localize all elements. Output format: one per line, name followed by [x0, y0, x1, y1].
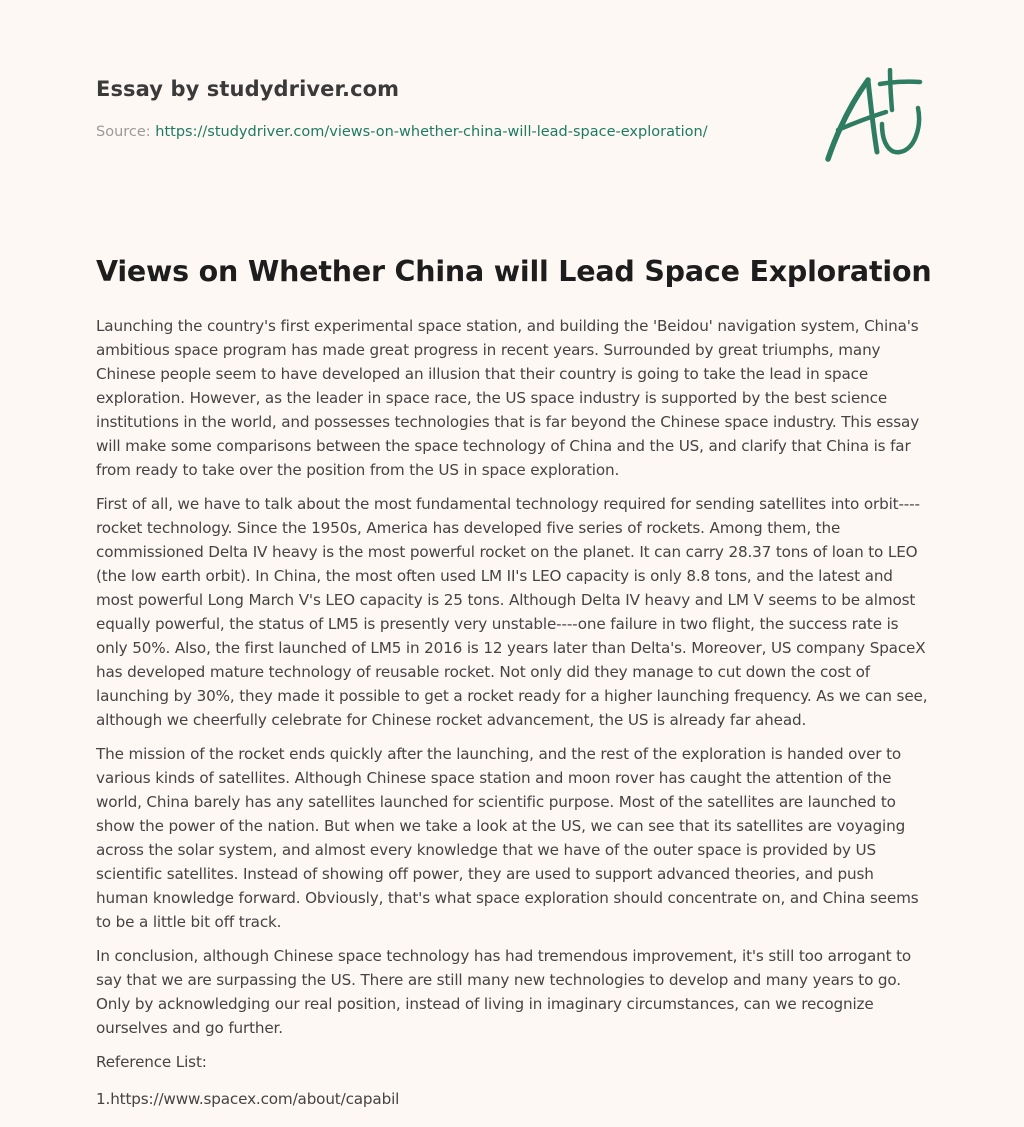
page-header	[96, 0, 928, 230]
site-title: Essay by studydriver.com	[96, 77, 400, 101]
essay-paragraph-2: First of all, we have to talk about the most fundamental technology required for sending satellites into orbit----rocket technology. Since the 1950s, America has developed five series of rockets. Among them, the commissioned Delta IV heavy is the most powerful rocket on the planet. It can carry 28.37 tons of loan to LEO (the low earth orbit). In China, the most often used LM II's LEO capacity is only 8.8 tons, and the latest and most powerful Long March V's LEO capacity is 25 tons. Although Delta IV heavy and LM V seems to be almost equally powerful, the status of LM5 is presently very unstable----one failure in two flight, the success rate is only 50%. Also, the first launched of LM5 in 2016 is 12 years later than Delta's. Moreover, US company SpaceX has developed mature technology of reusable rocket. Not only did they manage to cut down the cost of launching by 30%, they made it possible to get a rocket ready for a higher launching frequency. As we can see, although we cheerfully celebrate for Chinese rocket advancement, the US is already far ahead.	[96, 495, 928, 729]
a-plus-logo-icon	[824, 68, 926, 164]
essay-paragraph-1: Launching the country's first experimental space station, and building the 'Beidou' navigation system, China's ambitious space program has made great progress in recent years. Surrounded by great triumphs, many Chinese people seem to have developed an illusion that their country is going to take the lead in space exploration. However, as the leader in space race, the US space industry is supported by the best science institutions in the world, and possesses technologies that is far beyond the Chinese space industry. This essay will make some comparisons between the space technology of China and the US, and clarify that China is far from ready to take over the position from the US in space exploration.	[96, 317, 920, 479]
essay-paragraph-3: The mission of the rocket ends quickly after the launching, and the rest of the exploration is handed over to various kinds of satellites. Although Chinese space station and moon rover has caught the attention of the world, China barely has any satellites launched for scientific purpose. Most of the satellites are launched to show the power of the nation. But when we take a look at the US, we can see that its satellites are voyaging across the solar system, and almost every knowledge that we have of the outer space is provided by US scientific satellites. Instead of showing off power, they are used to support advanced theories, and push human knowledge forward. Obviously, that's what space exploration should concentrate on, and China seems to be a little bit off track.	[96, 745, 919, 931]
reference-item-1: 1.https://www.spacex.com/about/capabil	[96, 1090, 400, 1108]
essay-page	[96, 0, 932, 1108]
source-label: Source:	[96, 124, 156, 140]
essay-paragraph-4: In conclusion, although Chinese space technology has had tremendous improvement, it's still too arrogant to say that we are surpassing the US. There are still many new technologies to develop and many years to go. Only by acknowledging our real position, instead of living in imaginary circumstances, can we recognize ourselves and go further.	[96, 947, 912, 1037]
essay-body	[96, 314, 930, 1121]
source-line	[96, 124, 708, 140]
essay-title: Views on Whether China will Lead Space Exploration	[96, 255, 932, 288]
source-link[interactable]: https://studydriver.com/views-on-whether-china-will-lead-space-exploration/	[155, 124, 708, 140]
reference-list-heading: Reference List:	[96, 1053, 207, 1071]
